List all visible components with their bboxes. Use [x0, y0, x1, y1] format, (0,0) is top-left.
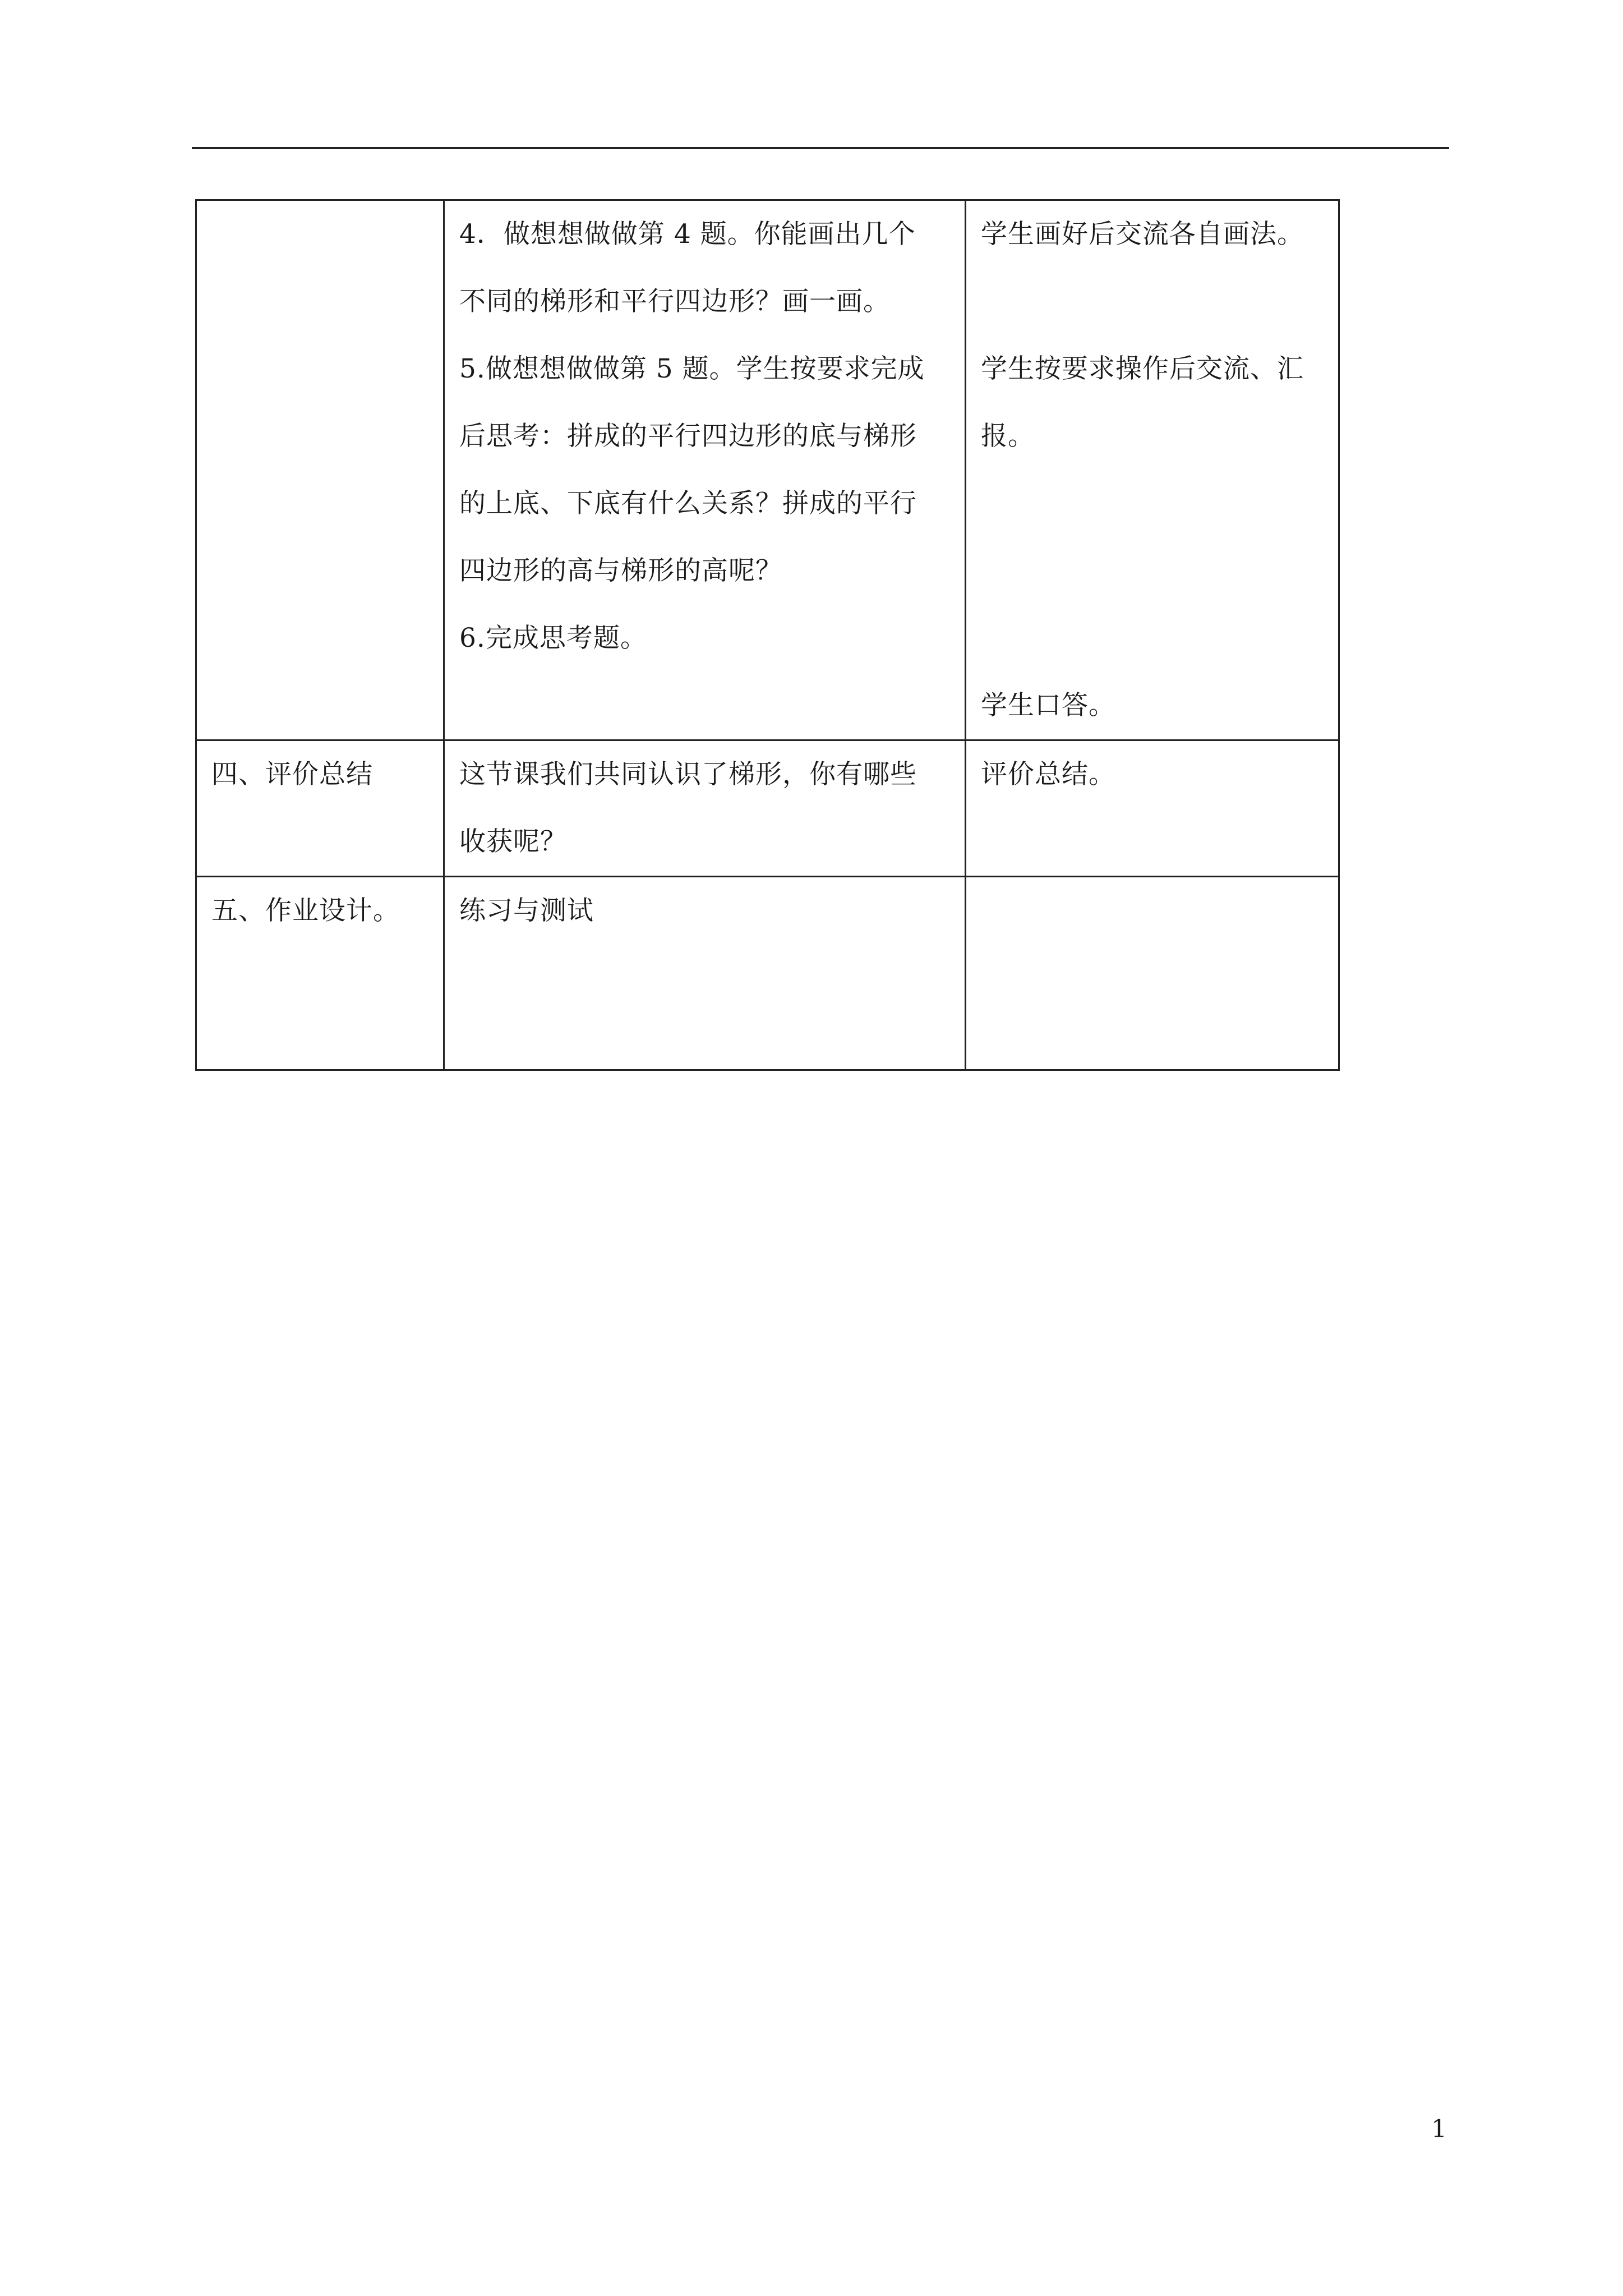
student-line: 报。: [981, 421, 1035, 452]
header-rule: [192, 147, 1449, 149]
student-line: 学生口答。: [981, 690, 1115, 721]
teacher-line: 5.做想想做做第 5 题。学生按要求完成: [459, 353, 925, 384]
teacher-activity-cell-summary: [444, 740, 966, 877]
page-number: 1: [1431, 2115, 1447, 2143]
teacher-activity-cell-practice: [444, 200, 966, 740]
student-activity-cell-practice: [966, 200, 1339, 740]
stage-cell-practice: [196, 200, 444, 740]
student-line: 学生画好后交流各自画法。: [981, 219, 1304, 250]
teacher-line: 练习与测试: [459, 895, 594, 926]
teacher-line: 6.完成思考题。: [459, 623, 647, 654]
teacher-line: 不同的梯形和平行四边形？画一画。: [459, 286, 890, 317]
stage-cell-homework: 五、作业设计。: [196, 877, 444, 1070]
teacher-line: 这节课我们共同认识了梯形，你有哪些: [459, 759, 917, 790]
teacher-line: 后思考：拼成的平行四边形的底与梯形: [459, 421, 917, 452]
student-activity-cell-summary: [966, 740, 1339, 877]
teacher-activity-cell-homework: [444, 877, 966, 1070]
table-row-homework: [196, 877, 1339, 1070]
table-row-summary: [196, 740, 1339, 877]
table-row-practice: [196, 200, 1339, 740]
student-line: 学生按要求操作后交流、汇: [981, 353, 1304, 384]
teacher-line: 4．做想想做做第 4 题。你能画出几个: [459, 219, 916, 250]
student-activity-cell-homework: [966, 877, 1339, 1070]
teacher-line: 的上底、下底有什么关系？拼成的平行: [459, 488, 917, 519]
stage-cell-summary: 四、评价总结: [196, 740, 444, 877]
teacher-line: 四边形的高与梯形的高呢？: [459, 555, 782, 586]
lesson-plan-table: [195, 199, 1340, 1071]
teacher-line: 收获呢？: [459, 826, 567, 857]
student-line: 评价总结。: [981, 759, 1115, 790]
